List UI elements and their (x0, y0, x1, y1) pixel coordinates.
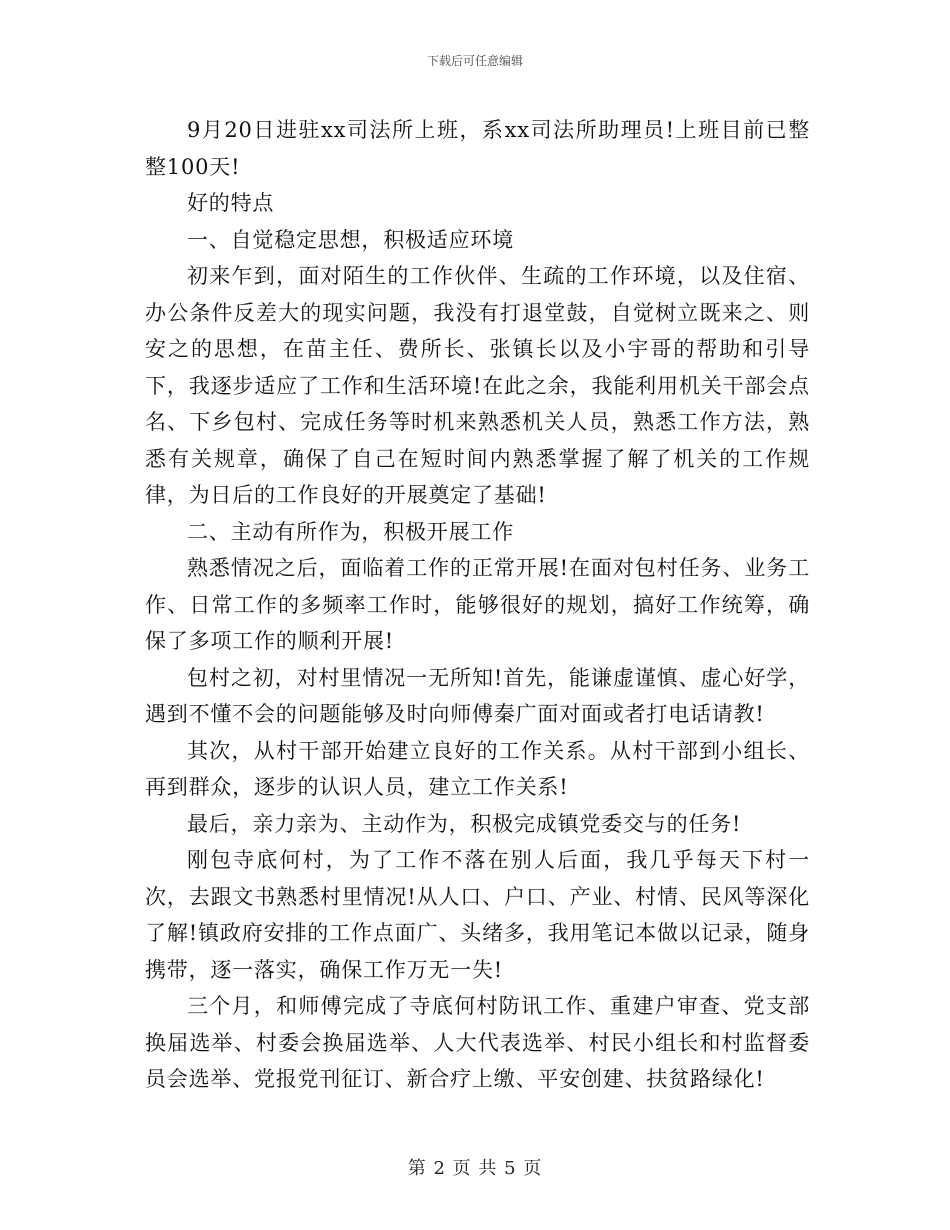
paragraph-adaptation: 初来乍到，面对陌生的工作伙伴、生疏的工作环境，以及住宿、办公条件反差大的现实问题，我没有打退堂鼓，自觉树立既来之、则安之的思想，在苗主任、费所长、张镇长以及小宇哥的帮助和引导下，我逐步适应了工作和生活环境!在此之余，我能利用机关干部会点名、下乡包村、完成任务等时机来熟悉机关人员，熟悉工作方法，熟悉有关规章，确保了自己在短时间内熟悉掌握了解了机关的工作规律，为日后的工作良好的开展奠定了基础! (145, 264, 810, 507)
section-title-strengths: 好的特点 (187, 191, 275, 215)
section-heading-1: 一、自觉稳定思想，积极适应环境 (187, 227, 514, 252)
page-header: 下载后可任意编辑 (426, 54, 523, 68)
paragraph-first: 包村之初，对村里情况一无所知!首先，能谦虚谨慎、虚心好学，遇到不懂不会的问题能够及时向师傅秦广面对面或者打电话请教! (145, 665, 810, 726)
paragraph-village: 刚包寺底何村，为了工作不落在别人后面，我几乎每天下村一次，去跟文书熟悉村里情况!从人口、户口、产业、村情、民风等深化了解!镇政府安排的工作点面广、头绪多，我用笔记本做以记录，随身携带，逐一落实，确保工作万无一失! (145, 848, 810, 982)
paragraph-second: 其次，从村干部开始建立良好的工作关系。从村干部到小组长、再到群众，逐步的认识人员，建立工作关系! (145, 738, 810, 799)
section-heading-2: 二、主动有所作为，积极开展工作 (187, 519, 514, 544)
paragraph-three-months: 三个月，和师傅完成了寺底何村防讯工作、重建户审查、党支部换届选举、村委会换届选举、人大代表选举、村民小组长和村监督委员会选举、党报党刊征订、新合疗上缴、平安创建、扶贫路绿化! (145, 994, 810, 1091)
paragraph-last: 最后，亲力亲为、主动作为，积极完成镇党委交与的任务! (187, 811, 742, 836)
paragraph-work-start: 熟悉情况之后，面临着工作的正常开展!在面对包村任务、业务工作、日常工作的多频率工作时，能够很好的规划，搞好工作统筹，确保了多项工作的顺利开展! (145, 556, 810, 653)
paragraph-intro: 9月20日进驻xx司法所上班，系xx司法所助理员!上班目前已整整100天! (145, 118, 810, 179)
page-number-footer: 第 2 页 共 5 页 (407, 1158, 543, 1179)
document-body (145, 112, 810, 1098)
